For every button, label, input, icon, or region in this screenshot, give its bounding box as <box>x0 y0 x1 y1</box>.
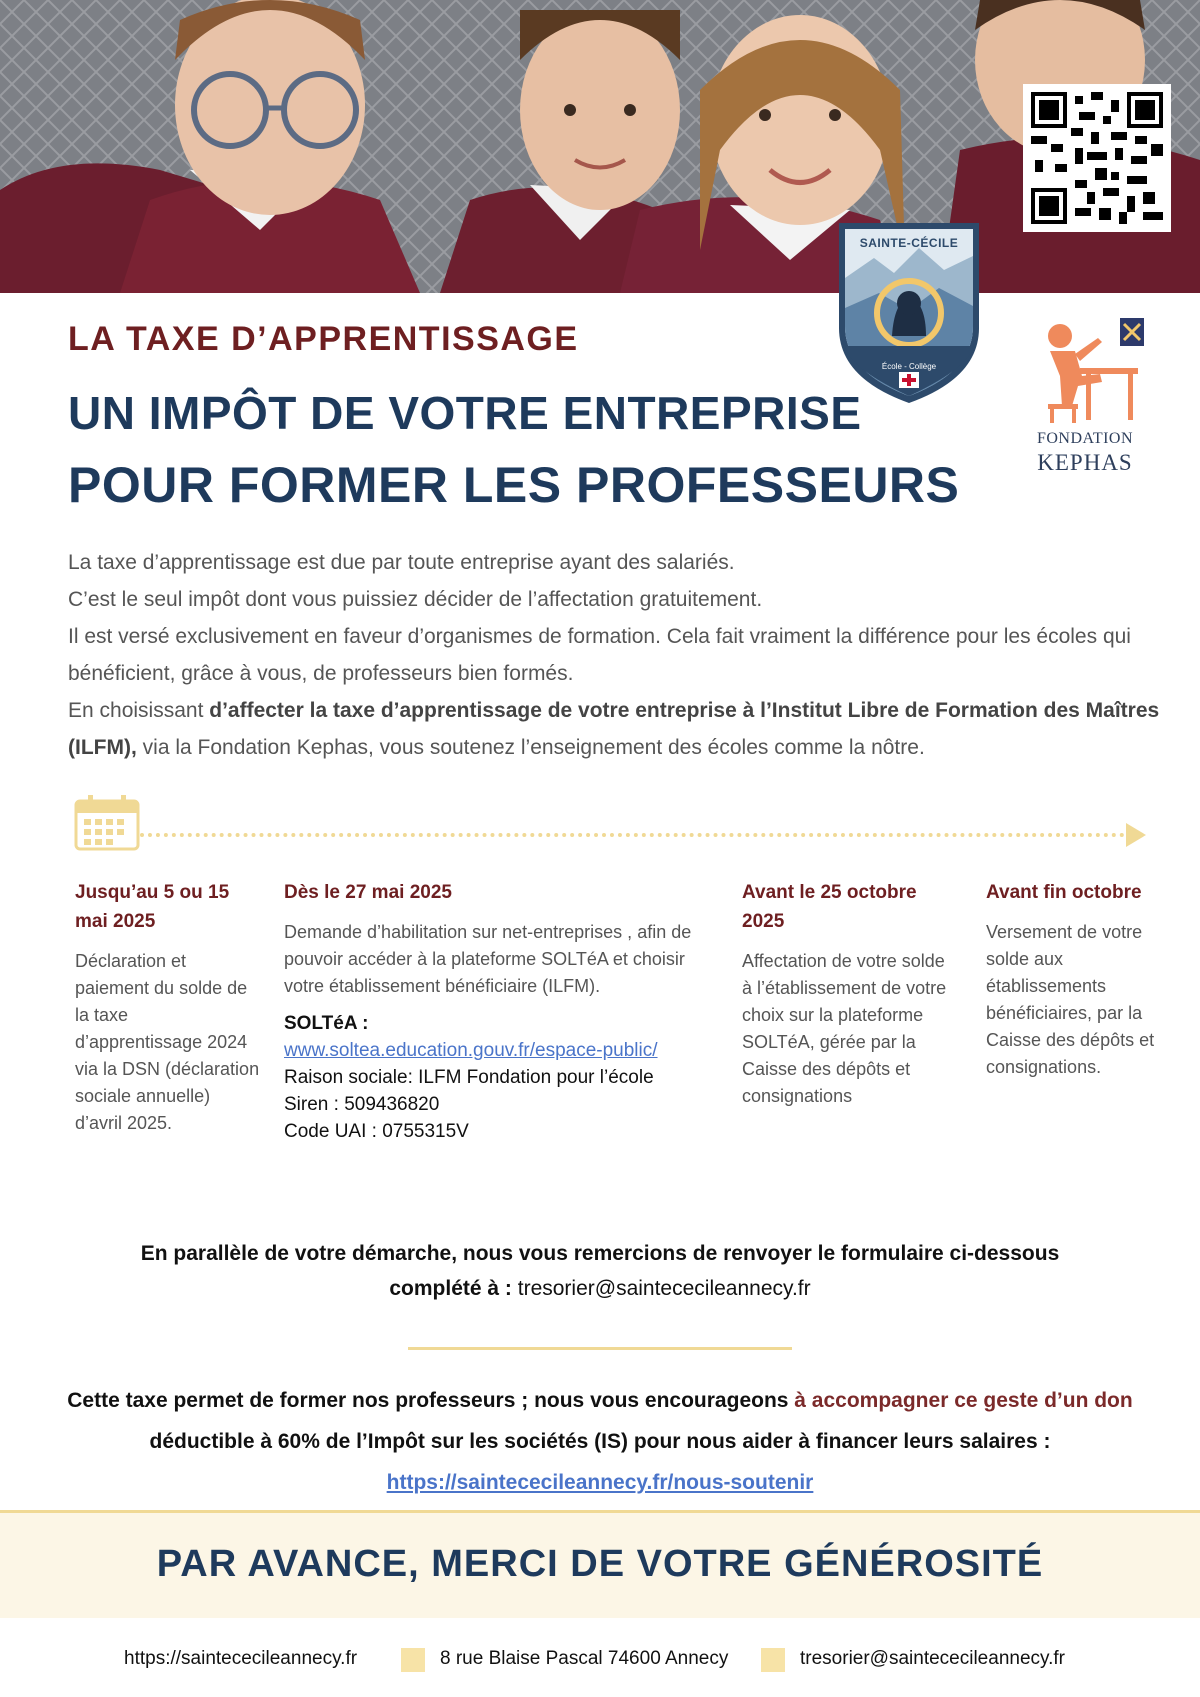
intro-p4-bold: d’affecter la taxe d’apprentissage de votre entreprise à l’Institut Libre de Formation des Maîtres (ILFM), <box>68 699 1160 759</box>
main-title-line2: POUR FORMER LES PROFESSEURS <box>68 457 960 513</box>
hero-photo <box>0 0 1200 293</box>
footer-website[interactable]: https://saintececileannecy.fr <box>124 1648 358 1669</box>
intro-paragraph: Il est versé exclusivement en faveur d’organismes de formation. Cela fait vraiment la différence pour les écoles qui bénéficient, grâce à vous, de professeurs bien formés. <box>68 625 1131 685</box>
soltea-label: SOLTéA : <box>284 1013 369 1034</box>
timeline-step-3 <box>742 878 957 1110</box>
crest-name: SAINTE-CÉCILE <box>859 236 959 250</box>
form-request <box>60 1236 1140 1306</box>
timeline-step-1 <box>75 878 260 1137</box>
step-text: Demande d’habilitation sur net-entreprises , afin de pouvoir accéder à la plateforme SOLTéA et choisir votre établissement bénéficiaire (ILFM). <box>284 922 692 996</box>
kephas-icon <box>1020 316 1150 426</box>
step-date: Avant fin octobre <box>986 882 1142 903</box>
intro-p4-end: via la Fondation Kephas, vous soutenez l’enseignement des écoles comme la nôtre. <box>136 736 925 759</box>
thanks-text: PAR AVANCE, MERCI DE VOTRE GÉNÉROSITÉ <box>156 1543 1044 1585</box>
appeal-highlight: à accompagner ce geste d’un don <box>794 1389 1133 1412</box>
step-date: Jusqu’au 5 ou 15 mai 2025 <box>75 882 230 932</box>
step-text: Déclaration et paiement du solde de la taxe d’apprentissage 2024 via la DSN (déclaration sociale annuelle) d’avril 2025. <box>75 951 260 1133</box>
footer-separator-icon <box>761 1648 785 1672</box>
donation-link[interactable]: https://saintececileannecy.fr/nous-soutenir <box>386 1471 814 1494</box>
kicker-title: LA TAXE D’APPRENTISSAGE <box>68 320 579 358</box>
divider <box>408 1347 792 1350</box>
soltea-link[interactable]: www.soltea.education.gouv.fr/espace-public/ <box>284 1040 658 1061</box>
timeline-line <box>140 833 1125 837</box>
school-crest <box>834 218 984 408</box>
timeline-step-4 <box>986 878 1166 1081</box>
foundation-line1: FONDATION <box>1036 430 1134 447</box>
step-text: Versement de votre solde aux établissements bénéficiaires, par la Caisse des dépôts et consignations. <box>986 922 1155 1077</box>
parallel-line2: complété à : <box>389 1277 512 1300</box>
footer-separator-icon <box>401 1648 425 1672</box>
main-title-line1: UN IMPÔT DE VOTRE ENTREPRISE <box>68 387 862 439</box>
siren: Siren : 509436820 <box>284 1094 440 1115</box>
qr-code[interactable] <box>1023 84 1171 232</box>
step-text: Affectation de votre solde à l’établissement de votre choix sur la plateforme SOLTéA, gérée par la Caisse des dépôts et consignations <box>742 951 947 1106</box>
intro-paragraph: C’est le seul impôt dont vous puissiez décider de l’affectation gratuitement. <box>68 588 763 611</box>
timeline-arrow-icon <box>1126 823 1146 847</box>
donation-appeal <box>60 1380 1140 1503</box>
code-uai: Code UAI : 0755315V <box>284 1121 469 1142</box>
footer-email[interactable]: tresorier@saintececileannecy.fr <box>800 1648 1065 1669</box>
intro-text <box>68 544 1168 766</box>
intro-paragraph: La taxe d’apprentissage est due par toute entreprise ayant des salariés. <box>68 551 735 574</box>
step-date: Dès le 27 mai 2025 <box>284 882 452 903</box>
parallel-line1: En parallèle de votre démarche, nous vous remercions de renvoyer le formulaire ci-dessous <box>140 1242 1060 1265</box>
appeal-part1: Cette taxe permet de former nos professeurs ; nous vous encourageons <box>67 1389 795 1412</box>
thanks-band <box>0 1510 1200 1618</box>
crest-subtitle: École - Collège <box>881 362 937 371</box>
qr-code-icon <box>1031 92 1163 224</box>
calendar-icon <box>74 795 140 851</box>
footer-address: 8 rue Blaise Pascal 74600 Annecy <box>440 1648 729 1669</box>
appeal-part2: déductible à 60% de l’Impôt sur les sociétés (IS) pour nous aider à financer leurs salaires : <box>149 1430 1051 1453</box>
intro-p4-start: En choisissant <box>68 699 210 722</box>
step-date: Avant le 25 octobre 2025 <box>742 882 917 932</box>
students-photo <box>0 0 1200 293</box>
timeline-step-2 <box>284 878 704 1145</box>
intro-paragraph <box>68 692 1168 766</box>
treasurer-email[interactable]: tresorier@saintececileannecy.fr <box>511 1277 811 1300</box>
raison-sociale: Raison sociale: ILFM Fondation pour l’école <box>284 1067 654 1088</box>
foundation-line2: KEPHAS <box>1037 450 1133 475</box>
